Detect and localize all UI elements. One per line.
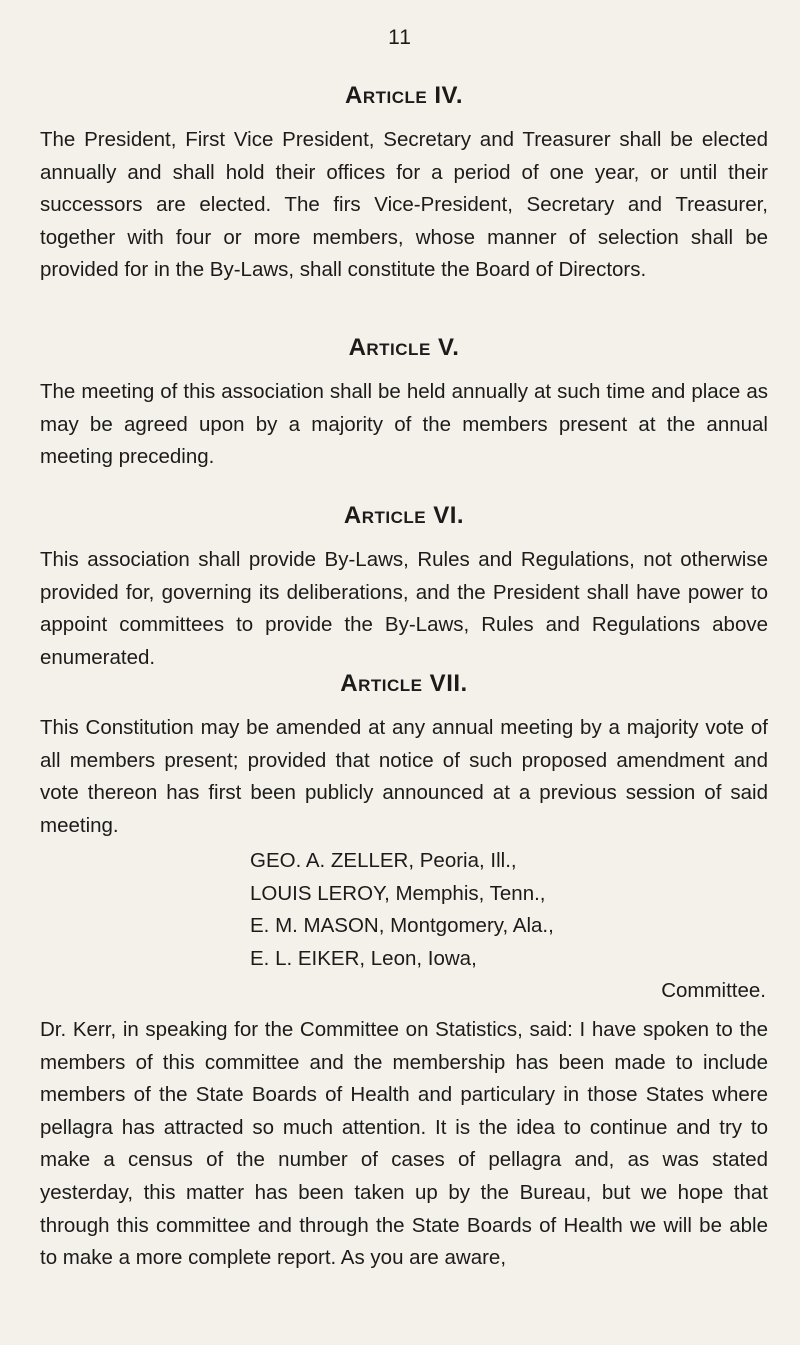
- article-v-section: [40, 332, 768, 364]
- article-v-text: The meeting of this association shall be held annually at such time and place as may be agreed upon by a majority of the members present at the annual meeting preceding.: [40, 380, 768, 469]
- page-number: 11: [388, 26, 412, 49]
- committee-signatures: [250, 845, 770, 1008]
- article-vii-text: This Constitution may be amended at any annual meeting by a majority vote of all members present; provided that notice of such proposed amendment and vote thereon has first been publicly announced at a previous session of said meeting.: [40, 716, 768, 837]
- signature-line: GEO. A. ZELLER, Peoria, Ill.,: [250, 849, 517, 872]
- article-iv-section: [40, 80, 768, 112]
- article-vii-heading: Article VII.: [340, 670, 468, 697]
- article-vi-body: [40, 544, 768, 674]
- article-vi-section: [40, 500, 768, 532]
- article-vi-heading: Article VI.: [343, 502, 465, 529]
- signature-line: E. L. EIKER, Leon, Iowa,: [250, 946, 477, 970]
- article-vi-text: This association shall provide By-Laws, Rules and Regulations, not otherwise provided for, governing its deliberations, and the President shall have power to appoint committees to provide the By-Laws, Rules and Regulations above enumerated.: [40, 548, 768, 669]
- dr-kerr-remarks: [40, 1014, 768, 1275]
- article-v-heading: Article V.: [348, 334, 460, 361]
- committee-label: Committee.: [661, 979, 766, 1003]
- article-iv-body: [40, 124, 768, 287]
- article-iv-heading: Article IV.: [344, 82, 464, 109]
- article-vii-section: [40, 668, 768, 700]
- dr-kerr-text: Dr. Kerr, in speaking for the Committee on Statistics, said: I have spoken to the members of this committee and the membership has been made to include members of the State Boards of Health and particulary in those States where pellagra has attracted so much attention. It is the idea to continue and try to make a census of the number of cases of pellagra and, as was stated yesterday, this matter has been taken up by the Bureau, but we hope that through this committee and through the State Boards of Health we will be able to make a more complete report. As you are aware,: [40, 1018, 768, 1270]
- signature-line: LOUIS LEROY, Memphis, Tenn.,: [250, 881, 546, 905]
- article-v-body: [40, 376, 768, 474]
- article-vii-body: [40, 712, 768, 842]
- article-iv-text: The President, First Vice President, Secretary and Treasurer shall be elected annually and shall hold their offices for a period of one year, or until their successors are elected. The firs Vice-President, Secretary and Treasurer, together with four or more members, whose manner of selection shall be provided for in the By-Laws, shall constitute the Board of Directors.: [40, 128, 768, 282]
- signature-line: E. M. MASON, Montgomery, Ala.,: [250, 914, 554, 938]
